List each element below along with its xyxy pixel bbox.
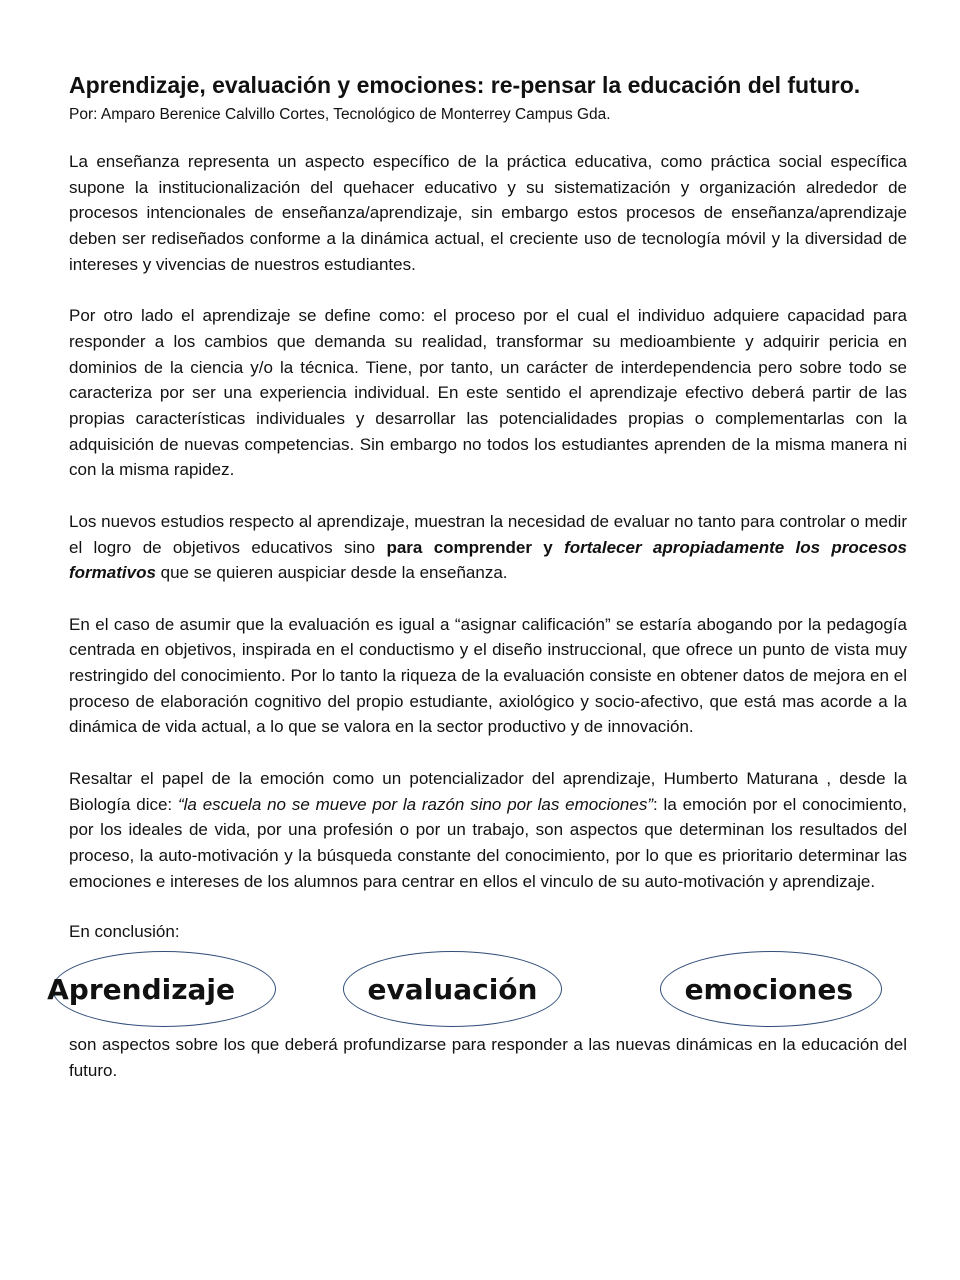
document-page bbox=[47, 70, 908, 1083]
concept-ovals bbox=[47, 951, 907, 1029]
oval-emociones bbox=[660, 951, 882, 1027]
paragraph-text: Los nuevos estudios respecto al aprendizaje, muestran la necesidad de evaluar no tanto para controlar o medir el logro de objetivos educativos sino bbox=[69, 511, 907, 557]
closing-paragraph: son aspectos sobre los que deberá profundizarse para responder a las nuevas dinámicas en la educación del futuro. bbox=[69, 1035, 907, 1080]
paragraph-emocion bbox=[69, 766, 907, 895]
conclusion-label: En conclusión: bbox=[69, 922, 180, 942]
paragraph-aprendizaje: Por otro lado el aprendizaje se define como: el proceso por el cual el individuo adquiere capacidad para responder a los cambios que demanda su realidad, transformar su medioambiente y adquirir pericia en dominios de la ciencia y/o la técnica. Tiene, por tanto, un carácter de interdependencia pero sobre todo se caracteriza por ser una experiencia individual. En este sentido el aprendizaje efectivo deberá partir de las propias características individuales y desarrollar las potencialidades propias o complementarlas con la adquisición de nuevas competencias. Sin embargo no todos los estudiantes aprenden de la misma manera ni con la misma rapidez. bbox=[69, 306, 907, 480]
paragraph-text: Resaltar el papel de la emoción como un potencializador del aprendizaje, Humberto Maturana , desde la Biología dice: bbox=[69, 768, 907, 814]
oval-aprendizaje bbox=[47, 951, 276, 1027]
paragraph-estudios bbox=[69, 509, 907, 586]
document-title: Aprendizaje, evaluación y emociones: re-pensar la educación del futuro. bbox=[69, 72, 861, 98]
author-byline: Por: Amparo Berenice Calvillo Cortes, Tecnológico de Monterrey Campus Gda. bbox=[69, 106, 611, 123]
paragraph-text: que se quieren auspiciar desde la enseñanza. bbox=[155, 563, 508, 583]
paragraph-ensenanza: La enseñanza representa un aspecto específico de la práctica educativa, como práctica social específica supone la institucionalización del quehacer educativo y su sistematización y organización alrededor de procesos intencionales de enseñanza/aprendizaje, sin embargo estos procesos de enseñanza/aprendizaje deben ser rediseñados conforme a la dinámica actual, el creciente uso de tecnología móvil y la diversidad de intereses y vivencias de nuestros estudiantes. bbox=[69, 152, 907, 274]
oval-evaluacion bbox=[343, 951, 562, 1027]
oval-label: emociones bbox=[684, 972, 853, 1006]
paragraph-text: : la emoción por el conocimiento, por los ideales de vida, por una profesión o por un trabajo, son aspectos que determinan los resultados del proceso, la auto-motivación y la búsqueda constante del conocimiento, por lo que es prioritario determinar las emociones e intereses de los alumnos para centrar en ellos el vinculo de su auto-motivación y aprendizaje. bbox=[69, 794, 907, 891]
oval-label: Aprendizaje bbox=[47, 972, 235, 1006]
bold-italic-phrase: fortalecer apropiadamente los procesos formativos bbox=[69, 537, 908, 583]
bold-phrase: para comprender y bbox=[386, 537, 565, 557]
paragraph-evaluacion: En el caso de asumir que la evaluación es igual a “asignar calificación” se estaría abogando por la pedagogía centrada en objetivos, inspirada en el conductismo y el diseño instruccional, que ofrece un punto de vista muy restringido del conocimiento. Por lo tanto la riqueza de la evaluación consiste en obtener datos de mejora en el proceso de elaboración cognitivo del propio estudiante, axiológico y socio-afectivo, que está mas acorde a la dinámica de vida actual, a lo que se valora en la sector productivo y de innovación. bbox=[69, 614, 907, 737]
maturana-quote: “la escuela no se mueve por la razón sino por las emociones” bbox=[177, 794, 654, 814]
oval-label: evaluación bbox=[367, 972, 538, 1006]
